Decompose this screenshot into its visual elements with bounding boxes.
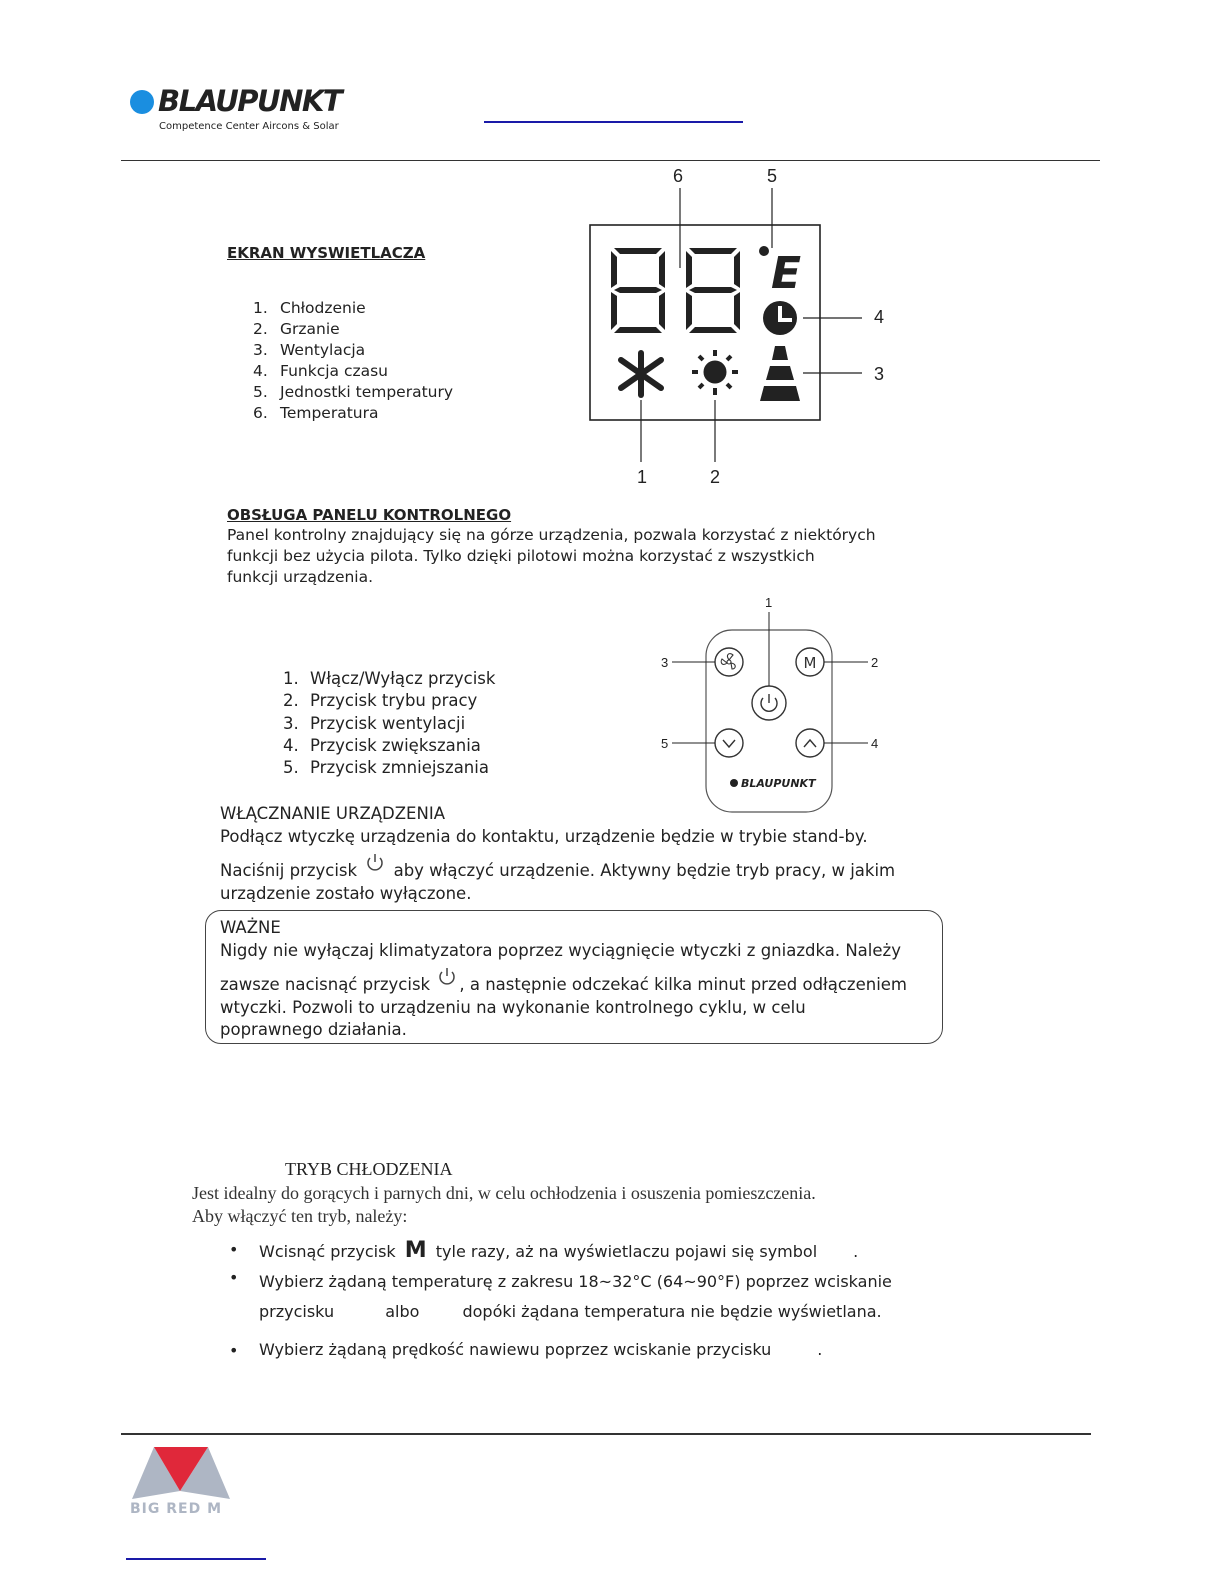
callout-4: 4: [871, 736, 879, 751]
callout-6: 6: [673, 166, 684, 186]
callout-2: 2: [871, 655, 879, 670]
list-item: 5. Jednostki temperatury: [253, 383, 454, 401]
list-item: 2. Przycisk trybu pracy: [283, 691, 478, 711]
footer-rule: [121, 1433, 1091, 1435]
remote-brand: BLAUPUNKT: [741, 777, 816, 790]
brand-logo: [128, 86, 368, 136]
lcd-display-diagram: [560, 160, 920, 500]
cooling-intro: Jest idealny do gorących i parnych dni, w celu ochłodzenia i osuszenia pomieszczenia. Aby włączyć ten tryb, należy:: [192, 1183, 816, 1226]
footer-link-underline[interactable]: [126, 1558, 266, 1560]
display-legend-list: [253, 298, 453, 424]
callout-5: 5: [661, 736, 669, 751]
footer-logo-text: BIG RED M: [130, 1501, 223, 1517]
callout-5: 5: [767, 166, 778, 186]
cooling-step-2: Wybierz żądaną temperaturę z zakresu 18~32°C (64~90°F) poprzez wciskanie przycisku albo dopóki żądana temperatura nie będzie wyświetlana.: [259, 1272, 892, 1321]
brand-name: BLAUPUNKT: [158, 84, 342, 118]
list-item: 5. Przycisk zmniejszania: [283, 758, 489, 778]
degree-dot-icon: [759, 246, 769, 256]
power-button: [752, 686, 786, 720]
panel-buttons-list: [283, 668, 495, 779]
power-on-title: WŁĄCZNANIE URZĄDZENIA: [220, 804, 445, 823]
down-button: [715, 729, 743, 757]
power-icon: [365, 852, 385, 872]
list-item: 1. Włącz/Wyłącz przycisk: [283, 669, 496, 688]
list-item: 3. Przycisk wentylacji: [283, 713, 466, 733]
fan-button: [715, 648, 743, 676]
sun-icon: [692, 350, 738, 395]
list-item: 4. Przycisk zwiększania: [283, 735, 481, 755]
lcd-digit: [686, 248, 740, 333]
up-button: [796, 729, 824, 757]
unit-letter: E: [771, 248, 802, 299]
important-title: WAŻNE: [220, 918, 281, 937]
callout-3: 3: [874, 364, 885, 384]
m-button-label: M: [404, 1238, 427, 1263]
header-link-underline[interactable]: [484, 121, 743, 123]
m-label: M: [803, 654, 817, 672]
control-panel-diagram: [650, 592, 900, 817]
panel-section-title: OBSŁUGA PANELU KONTROLNEGO: [227, 506, 512, 524]
list-item: 4. Funkcja czasu: [253, 362, 389, 380]
bullet: •: [229, 1341, 239, 1360]
list-item: 6. Temperatura: [253, 404, 379, 422]
display-section-title: EKRAN WYSWIETLACZA: [227, 244, 426, 262]
bullet: •: [229, 1240, 239, 1259]
lcd-digit: [611, 248, 665, 333]
callout-3: 3: [661, 655, 669, 670]
brand-subtitle: Competence Center Aircons & Solar: [159, 121, 339, 132]
cooling-title: TRYB CHŁODZENIA: [285, 1159, 453, 1179]
fan-icon: [760, 346, 800, 401]
list-item: 2. Grzanie: [253, 320, 340, 338]
list-item: 1. Chłodzenie: [253, 299, 366, 317]
bullet: •: [229, 1268, 239, 1287]
important-content: WAŻNE Nigdy nie wyłączaj klimatyzatora poprzez wyciągnięcie wtyczki z gniazdka. Należy zawsze nacisnąć przycisk , a następnie odczekać kilka minut przed odłączeniem wtyczki. Pozwoli to urządzeniu na wykonanie kontrolnego cyklu, w celu poprawnego działania.: [220, 918, 908, 1039]
callout-1: 1: [765, 595, 773, 610]
clock-icon: [763, 301, 797, 335]
snowflake-icon: [621, 353, 661, 395]
remote-brand-dot-icon: [730, 779, 738, 787]
panel-description: Panel kontrolny znajdujący się na górze urządzenia, pozwala korzystać z niektórych funkcji bez użycia pilota. Tylko dzięki pilotowi można korzystać z wszystkich funkcji urządzenia.: [227, 526, 876, 586]
cooling-step-3: Wybierz żądaną prędkość nawiewu poprzez wciskanie przycisku .: [259, 1340, 823, 1359]
power-on-section: WŁĄCZNANIE URZĄDZENIA Podłącz wtyczkę urządzenia do kontaktu, urządzenie będzie w trybie stand-by. Naciśnij przycisk aby włączyć urządzenie. Aktywny będzie tryb pracy, w jakim urządzenie zostało wyłączone.: [220, 804, 896, 903]
brand-dot-icon: [130, 90, 154, 114]
big-red-m-logo: [128, 1443, 238, 1518]
cooling-step-1: Wcisnąć przycisk M tyle razy, aż na wyświetlaczu pojawi się symbol .: [259, 1238, 859, 1263]
callout-4: 4: [874, 307, 885, 327]
callout-1: 1: [637, 467, 648, 487]
list-item: 3. Wentylacja: [253, 341, 366, 359]
callout-2: 2: [710, 467, 721, 487]
mode-button: [796, 648, 824, 676]
power-icon: [437, 966, 457, 986]
